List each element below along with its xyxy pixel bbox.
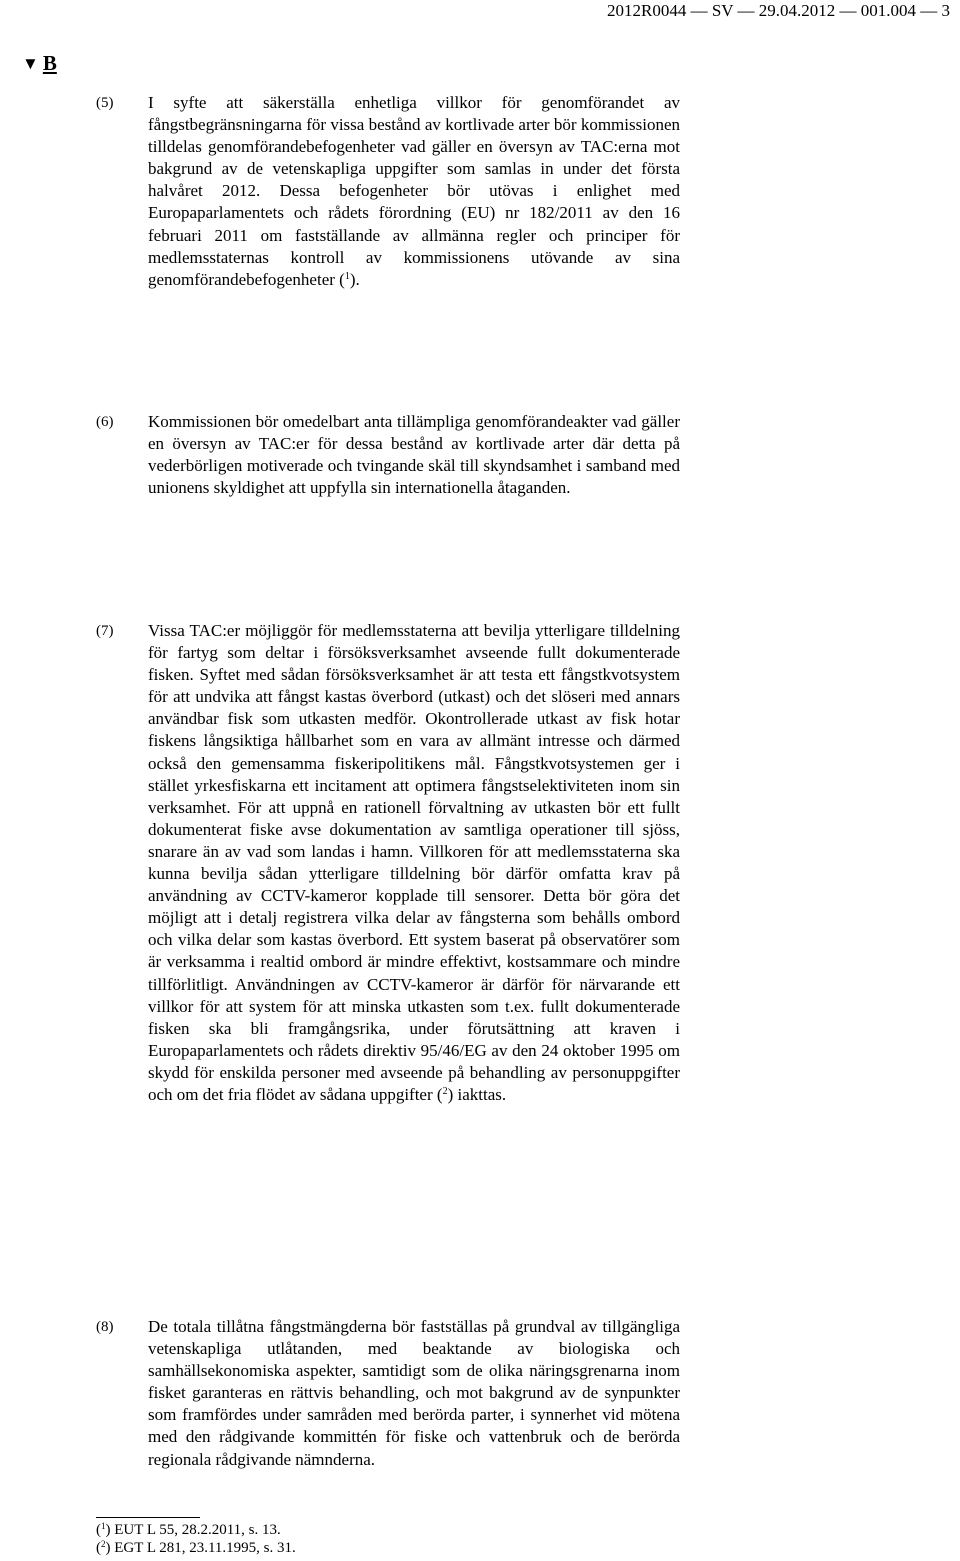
- recital-8: [96, 1316, 680, 1471]
- footnote-divider: [96, 1517, 200, 1518]
- recital-5: [96, 92, 680, 291]
- recital-7: [96, 620, 680, 1106]
- running-header: [0, 0, 960, 20]
- footnote-text: EUT L 55, 28.2.2011, s. 13.: [114, 1522, 281, 1538]
- recital-body: I syfte att säkerställa enhetliga villkor för genomförandet av fångstbegränsningarna för vissa bestånd av kortlivade arter bör kommissionen tilldelas genomförandebefogenheter vad gäller en översyn av TAC:erna mot bakgrund av de vetenskapliga uppgifter som samlas in under det första halvåret 2012. Dessa befogenheter bör utövas i enlighet med Europaparlamentets och rådets förordning (EU) nr 182/2011 av den 16 februari 2011 om fastställande av allmänna regler och principer för medlemsstaternas kontroll av kommissionens utövande av sina genomförandebefogenheter (: [148, 93, 680, 289]
- footnotes: [96, 1521, 296, 1557]
- footnote-number: 1: [101, 1521, 106, 1531]
- recital-body: De totala tillåtna fångstmängderna bör fastställas på grundval av tillgängliga vetenskapliga utlåtanden, med beaktande av biologiska och samhällsekonomiska aspekter, samtidigt som de olika näringsgrenarna inom fisket garanteras en rättvis behandling, och mot bakgrund av de synpunkter som framfördes under samråden med berörda parter, i synnerhet vid mötena med den rådgivande kommittén för fiske och vattenbruk och de berörda regionala rådgivande nämnderna.: [148, 1317, 680, 1469]
- recital-text: [148, 411, 680, 499]
- recital-body: Vissa TAC:er möjliggör för medlemsstaterna att bevilja ytterligare tilldelning för fartyg som deltar i försöksverksamhet avseende fullt dokumenterade fisken. Syftet med sådan försöksverksamhet är att testa ett fångstkvotsystem för att undvika att fångst kastas överbord (utkast) och det slöseri med annars användbar fisk som utkasten medför. Okontrollerade utkast av fisk hotar fiskens långsiktiga hållbarhet som en vara av allmänt intresse och därmed också den gemensamma fiskeripolitikens mål. Fångstkvotsystemen ger i stället yrkesfiskarna ett incitament att optimera fångstselektiviteten inom sin verksamhet. För att uppnå en rationell förvaltning av utkasten bör ett fullt dokumenterat fiske avse dokumentation av samtliga operationer till sjöss, snarare än av vad som landas i hamn. Villkoren för att medlemsstaterna ska kunna bevilja sådan ytterligare tilldelning bör därför omfatta krav på användning av CCTV-kameror kopplade till sensorer. Detta bör göra det möjligt att i detalj registrera vilka delar av fångsterna som behålls ombord och vilka delar som kastas överbord. Ett system baserat på observatörer som är verksamma i realtid ombord är mindre effektivt, kostsammare och mindre tillförlitligt. Användningen av CCTV-kameror är därför för närvarande ett villkor för att system för att minska utkasten som t.ex. fullt dokumenterade fisken ska bli framgångsrika, under förutsättning att kraven i Europaparlamentets och rådets direktiv 95/46/EG av den 24 oktober 1995 om skydd för enskilda personer med avseende på behandling av personuppgifter och om det fria flödet av sådana uppgifter (: [148, 621, 680, 1104]
- footnote-1: [96, 1521, 296, 1539]
- recital-text: [148, 1316, 680, 1471]
- marker-letter: B: [42, 51, 57, 75]
- recital-number: (6): [96, 414, 114, 430]
- footnote-number: 2: [101, 1539, 106, 1549]
- recital-tail: ) iakttas.: [447, 1084, 507, 1104]
- recital-6: [96, 411, 680, 499]
- footnote-open: (: [96, 1540, 101, 1556]
- recital-text: [148, 92, 680, 291]
- recital-number: (5): [96, 95, 114, 111]
- recital-tail: ).: [349, 269, 360, 289]
- amendment-marker: [22, 50, 57, 78]
- footnote-text: EGT L 281, 23.11.1995, s. 31.: [114, 1540, 296, 1556]
- recital-body: Kommissionen bör omedelbart anta tillämpliga genomförandeakter vad gäller en översyn av TAC:er för dessa bestånd av kortlivade arter där detta på vederbörligen motiverade och tvingande skäl till skyndsamhet i samband med unionens skyldighet att uppfylla sin internationella åtaganden.: [148, 412, 680, 498]
- footnote-close: ): [105, 1540, 111, 1556]
- recital-text: [148, 620, 680, 1106]
- recital-number: (7): [96, 623, 114, 639]
- running-head-text: 2012R0044 — SV — 29.04.2012 — 001.004 — 3: [606, 1, 950, 20]
- footnote-open: (: [96, 1522, 101, 1538]
- footnote-ref[interactable]: 1: [344, 270, 350, 282]
- footnote-close: ): [105, 1522, 111, 1538]
- footnote-2: [96, 1539, 296, 1557]
- footnote-ref[interactable]: 2: [442, 1085, 448, 1097]
- triangle-down-icon: ▼: [22, 54, 39, 73]
- recital-number: (8): [96, 1319, 114, 1335]
